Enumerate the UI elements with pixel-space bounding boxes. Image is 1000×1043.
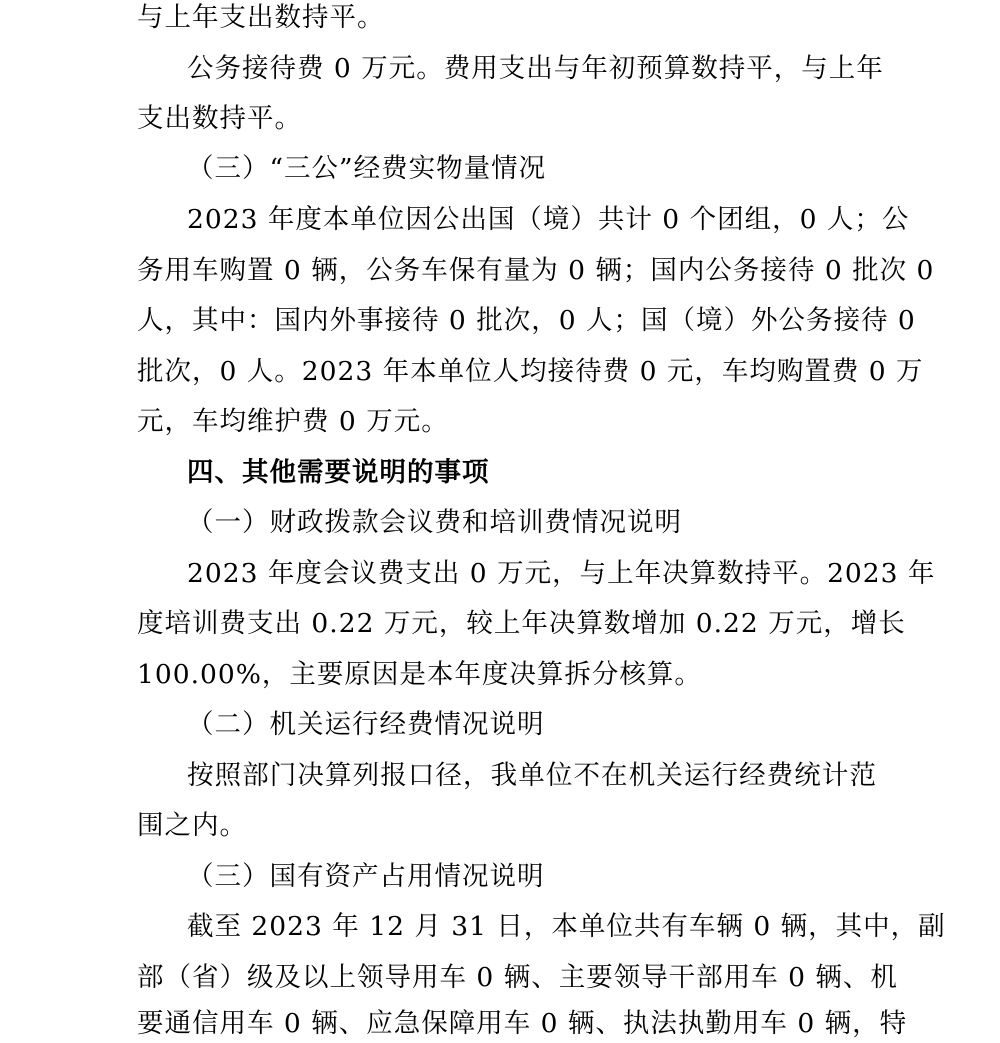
paragraph-line: 要通信用车 0 辆、应急保障用车 0 辆、执法执勤用车 0 辆，特 [137,1008,908,1039]
section-heading: （一）财政拨款会议费和培训费情况说明 [187,507,682,538]
paragraph-line: 截至 2023 年 12 月 31 日，本单位共有车辆 0 辆，其中，副 [187,911,946,942]
paragraph-line: 100.00%，主要原因是本年度决算拆分核算。 [137,659,702,690]
paragraph-line: 支出数持平。 [137,103,302,134]
paragraph-line: 度培训费支出 0.22 万元，较上年决算数增加 0.22 万元，增长 [137,608,906,639]
section-heading: （二）机关运行经费情况说明 [187,709,545,740]
paragraph-line: 2023 年度会议费支出 0 万元，与上年决算数持平。2023 年 [187,558,936,589]
section-heading: （三）国有资产占用情况说明 [187,861,545,892]
paragraph-line: 公务接待费 0 万元。费用支出与年初预算数持平，与上年 [187,53,884,84]
paragraph-line: 围之内。 [137,810,247,841]
paragraph-line: 元，车均维护费 0 万元。 [137,406,449,437]
paragraph-line: 人，其中：国内外事接待 0 批次，0 人；国（境）外公务接待 0 [137,305,916,336]
section-heading: （三）“三公”经费实物量情况 [187,153,547,184]
chapter-heading: 四、其他需要说明的事项 [187,457,490,488]
paragraph-line: 与上年支出数持平。 [137,2,385,33]
paragraph-line: 务用车购置 0 辆，公务车保有量为 0 辆；国内公务接待 0 批次 0 [137,255,935,286]
paragraph-line: 按照部门决算列报口径，我单位不在机关运行经费统计范 [187,760,877,791]
paragraph-line: 批次，0 人。2023 年本单位人均接待费 0 元，车均购置费 0 万 [137,356,924,387]
paragraph-line: 部（省）级及以上领导用车 0 辆、主要领导干部用车 0 辆、机 [137,962,898,993]
paragraph-line: 2023 年度本单位因公出国（境）共计 0 个团组，0 人；公 [187,204,910,235]
